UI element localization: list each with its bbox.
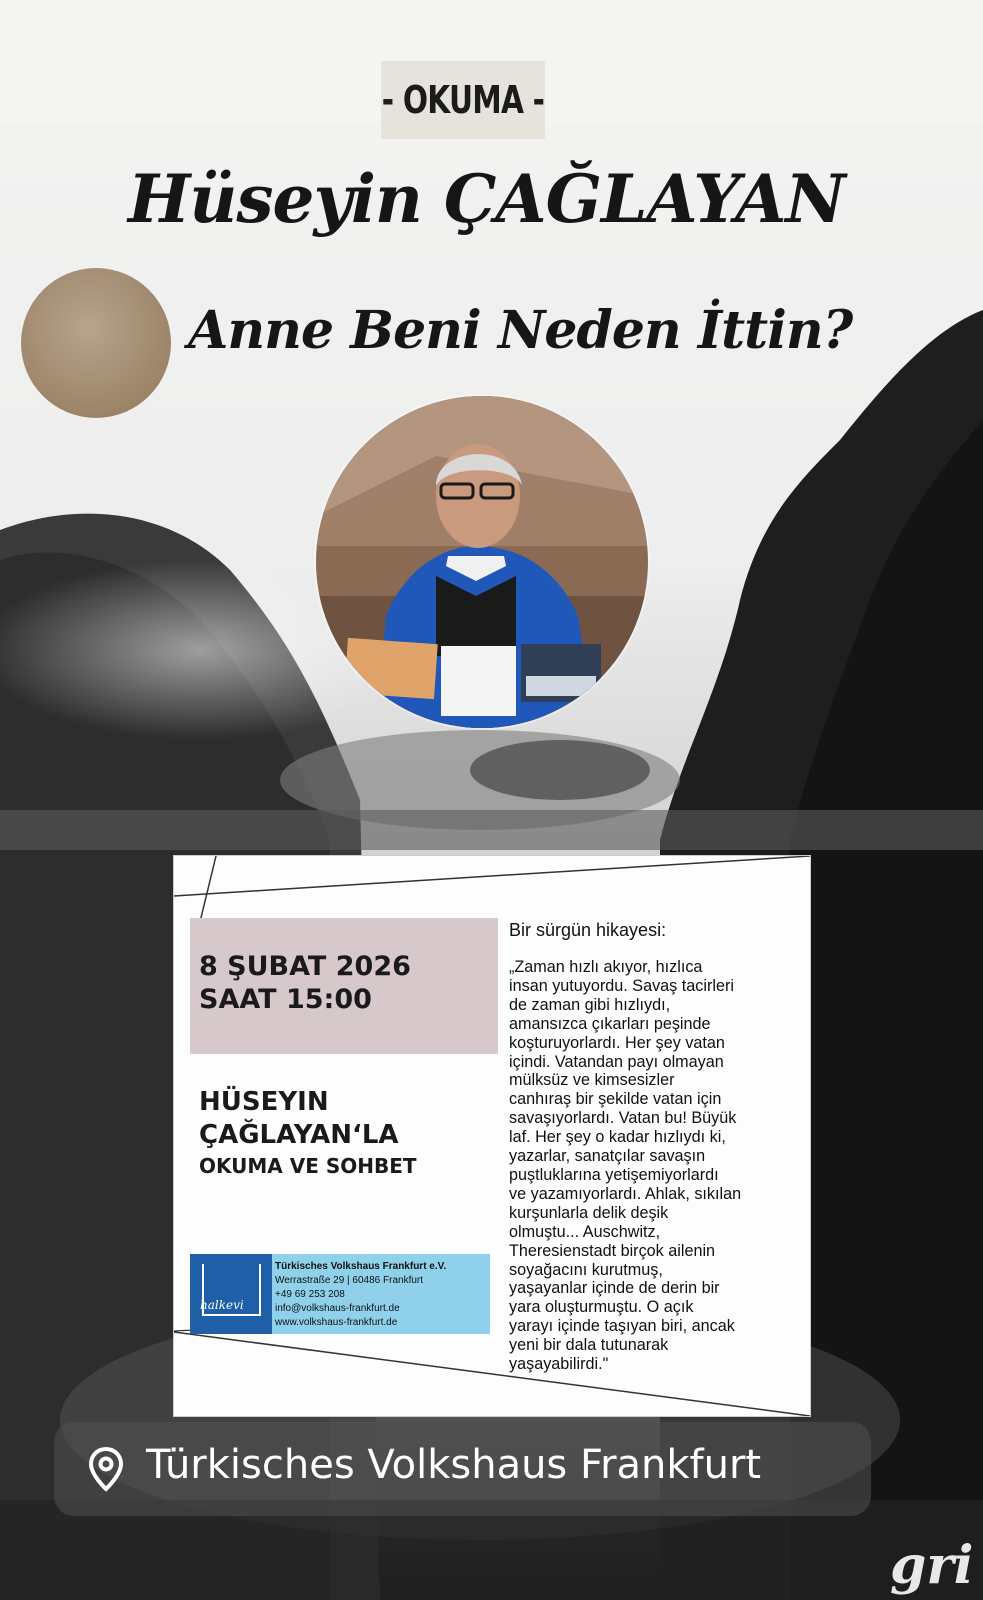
story-line: olmuştu... Auschwitz, [509, 1222, 661, 1241]
story-line: mülksüz ve kimsesizler [509, 1071, 675, 1090]
story-line: amansızca çıkarları peşinde [509, 1014, 711, 1033]
story-line: yazarlar, sanatçılar savaşın [509, 1147, 706, 1166]
location-sticker[interactable] [54, 1422, 871, 1516]
organization-website: www.volkshaus-frankfurt.de [275, 1317, 398, 1328]
event-type-tag: - OKUMA - [381, 61, 545, 139]
story-line: „Zaman hızlı akıyor, hızlıca [509, 958, 703, 976]
story-line: ve yazamıyorlardı. Ahlak, sıkılan [509, 1184, 742, 1203]
story-heading: Bir sürgün hikayesi: [509, 920, 667, 940]
story-line: soyağacını kurutmuş, [509, 1260, 663, 1279]
story-line: puştluklarına yetişemiyorlardı [509, 1165, 719, 1184]
story-line: insan yutuyordu. Savaş tacirleri [509, 976, 734, 995]
location-pin-icon [86, 1446, 126, 1497]
sun-disc [21, 268, 171, 418]
organization-email: info@volkshaus-frankfurt.de [275, 1303, 400, 1314]
story-line: yaşayabilirdi." [509, 1355, 609, 1374]
story-line: canhıraş bir şekilde vatan için [509, 1090, 722, 1109]
author-name: Hüseyin ÇAĞLAYAN [128, 160, 845, 238]
organization-address: Werrastraße 29 | 60486 Frankfurt [275, 1275, 424, 1286]
story-line: koşturuyorlardı. Her şey vatan [509, 1033, 725, 1052]
headline-line-3: OKUMA VE SOHBET [199, 1154, 417, 1178]
story-line: de zaman gibi hızlıydı, [509, 995, 671, 1014]
story-line: yeni bir dala tutunarak [509, 1336, 669, 1355]
event-date: 8 ŞUBAT 2026 [199, 951, 411, 982]
story-line: kurşunlarla delik deşik [509, 1203, 669, 1222]
story-line: yara oluşturmuştu. O açık [509, 1298, 694, 1317]
story-text [509, 958, 791, 1374]
story-line: içindi. Vatandan payı olmayan [509, 1052, 724, 1071]
logo-text: halkevi [200, 1298, 244, 1312]
headline-line-1: HÜSEYIN [199, 1087, 329, 1117]
organization-contact [275, 1260, 446, 1330]
organization-phone: +49 69 253 208 [275, 1289, 345, 1300]
location-label: Türkisches Volkshaus Frankfurt [146, 1442, 762, 1488]
story-line: laf. Her şey o kadar hızlıydı ki, [509, 1128, 726, 1147]
story-line: Theresienstadt birçok ailenin [509, 1241, 716, 1260]
event-info-card [174, 856, 810, 1416]
story-line: yaşayanlar içinde de derin bir [509, 1279, 720, 1298]
organization-name: Türkisches Volkshaus Frankfurt e.V. [275, 1261, 447, 1272]
story-line: yarayı içinde taşıyan biri, ancak [509, 1317, 735, 1336]
watermark: gri [890, 1535, 974, 1596]
story-line: savaşıyorlardı. Vatan bu! Büyük [509, 1109, 737, 1128]
book-title: Anne Beni Neden İttin? [188, 300, 853, 361]
author-portrait [316, 396, 648, 728]
headline-line-2: ÇAĞLAYAN‘LA [199, 1120, 399, 1150]
halkevi-logo [190, 1254, 272, 1334]
event-time: SAAT 15:00 [199, 984, 372, 1015]
